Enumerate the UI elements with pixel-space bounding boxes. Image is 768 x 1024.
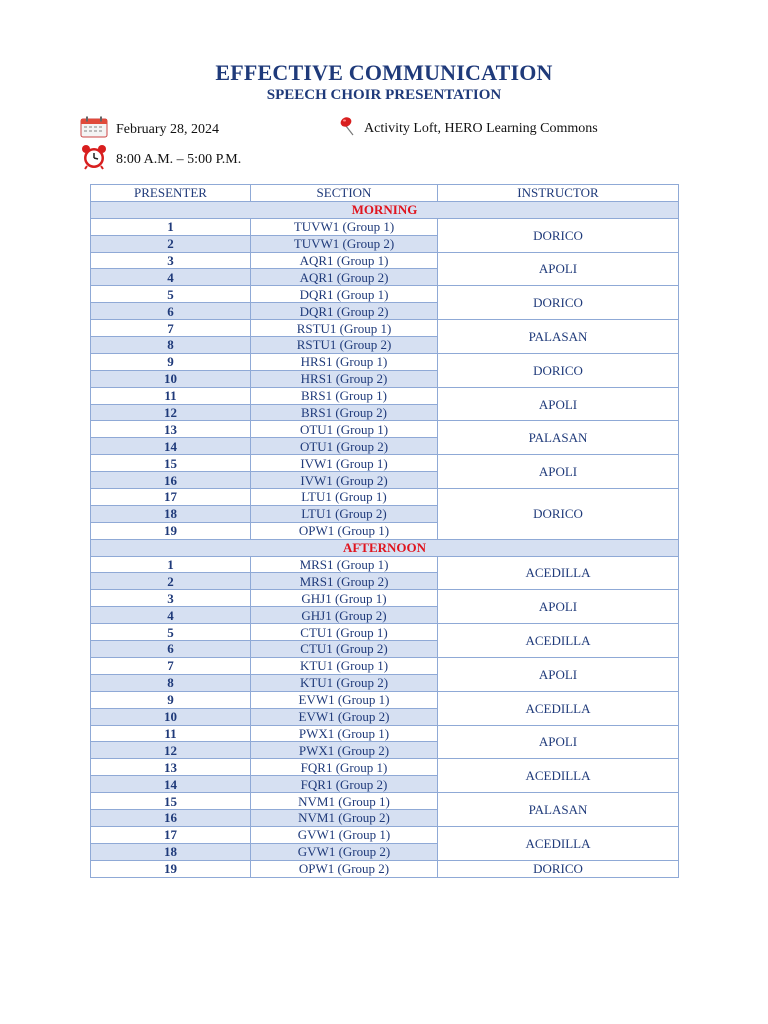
section-cell: BRS1 (Group 1)	[251, 387, 438, 404]
instructor-cell: APOLI	[438, 252, 679, 286]
table-row	[91, 320, 679, 337]
presenter-cell: 8	[91, 337, 251, 354]
page-subtitle: SPEECH CHOIR PRESENTATION	[266, 87, 502, 103]
section-cell: GVW1 (Group 2)	[251, 843, 438, 860]
section-cell: IVW1 (Group 2)	[251, 472, 438, 489]
presenter-cell: 12	[91, 404, 251, 421]
instructor-cell: DORICO	[438, 286, 679, 320]
section-cell: FQR1 (Group 1)	[251, 759, 438, 776]
event-venue-text: Activity Loft, HERO Learning Commons	[364, 120, 598, 136]
presenter-cell: 12	[91, 742, 251, 759]
session-label: AFTERNOON	[91, 539, 679, 556]
instructor-cell: APOLI	[438, 657, 679, 691]
schedule-table	[90, 184, 679, 878]
page-title: EFFECTIVE COMMUNICATION	[215, 60, 553, 85]
section-cell: KTU1 (Group 2)	[251, 674, 438, 691]
table-row	[91, 218, 679, 235]
section-cell: NVM1 (Group 2)	[251, 809, 438, 826]
section-cell: DQR1 (Group 1)	[251, 286, 438, 303]
instructor-cell: APOLI	[438, 590, 679, 624]
presenter-cell: 13	[91, 421, 251, 438]
event-time	[80, 144, 241, 175]
section-cell: GHJ1 (Group 2)	[251, 607, 438, 624]
table-row	[91, 556, 679, 573]
table-row	[91, 860, 679, 877]
event-date	[80, 116, 219, 143]
instructor-cell: PALASAN	[438, 421, 679, 455]
presenter-cell: 4	[91, 269, 251, 286]
table-header-row	[91, 185, 679, 202]
section-cell: IVW1 (Group 1)	[251, 455, 438, 472]
section-cell: LTU1 (Group 1)	[251, 489, 438, 506]
instructor-cell: DORICO	[438, 860, 679, 877]
table-row	[91, 387, 679, 404]
presenter-cell: 3	[91, 252, 251, 269]
table-row	[91, 353, 679, 370]
table-row	[91, 590, 679, 607]
table-row	[91, 455, 679, 472]
presenter-cell: 6	[91, 303, 251, 320]
presenter-cell: 16	[91, 809, 251, 826]
presenter-cell: 17	[91, 826, 251, 843]
schedule-body	[91, 201, 679, 877]
presenter-cell: 1	[91, 556, 251, 573]
presenter-cell: 2	[91, 235, 251, 252]
section-cell: OTU1 (Group 1)	[251, 421, 438, 438]
presenter-cell: 10	[91, 370, 251, 387]
presenter-cell: 4	[91, 607, 251, 624]
presenter-cell: 9	[91, 353, 251, 370]
table-row	[91, 624, 679, 641]
section-cell: HRS1 (Group 1)	[251, 353, 438, 370]
presenter-cell: 18	[91, 843, 251, 860]
table-row	[91, 759, 679, 776]
table-row	[91, 793, 679, 810]
section-cell: RSTU1 (Group 1)	[251, 320, 438, 337]
calendar-icon	[80, 116, 108, 143]
presenter-cell: 19	[91, 860, 251, 877]
presenter-cell: 16	[91, 472, 251, 489]
presenter-cell: 6	[91, 641, 251, 658]
presenter-cell: 7	[91, 320, 251, 337]
presenter-cell: 15	[91, 793, 251, 810]
presenter-cell: 5	[91, 286, 251, 303]
instructor-cell: DORICO	[438, 218, 679, 252]
column-header-section: SECTION	[251, 185, 438, 202]
section-cell: TUVW1 (Group 2)	[251, 235, 438, 252]
presenter-cell: 19	[91, 522, 251, 539]
instructor-cell: ACEDILLA	[438, 556, 679, 590]
presenter-cell: 1	[91, 218, 251, 235]
section-cell: CTU1 (Group 1)	[251, 624, 438, 641]
section-cell: EVW1 (Group 2)	[251, 708, 438, 725]
presenter-cell: 14	[91, 776, 251, 793]
section-cell: AQR1 (Group 2)	[251, 269, 438, 286]
section-cell: MRS1 (Group 2)	[251, 573, 438, 590]
presenter-cell: 14	[91, 438, 251, 455]
table-row	[91, 489, 679, 506]
presenter-cell: 9	[91, 691, 251, 708]
section-cell: OPW1 (Group 2)	[251, 860, 438, 877]
event-date-text: February 28, 2024	[116, 121, 220, 137]
instructor-cell: PALASAN	[438, 793, 679, 827]
section-cell: PWX1 (Group 2)	[251, 742, 438, 759]
instructor-cell: ACEDILLA	[438, 826, 679, 860]
presenter-cell: 10	[91, 708, 251, 725]
section-cell: BRS1 (Group 2)	[251, 404, 438, 421]
section-cell: LTU1 (Group 2)	[251, 505, 438, 522]
session-row	[91, 539, 679, 556]
section-cell: HRS1 (Group 2)	[251, 370, 438, 387]
presenter-cell: 11	[91, 387, 251, 404]
section-cell: PWX1 (Group 1)	[251, 725, 438, 742]
instructor-cell: ACEDILLA	[438, 691, 679, 725]
table-row	[91, 826, 679, 843]
presenter-cell: 3	[91, 590, 251, 607]
table-row	[91, 286, 679, 303]
instructor-cell: DORICO	[438, 353, 679, 387]
section-cell: GVW1 (Group 1)	[251, 826, 438, 843]
session-row	[91, 201, 679, 218]
presenter-cell: 18	[91, 505, 251, 522]
presenter-cell: 8	[91, 674, 251, 691]
instructor-cell: APOLI	[438, 455, 679, 489]
presenter-cell: 5	[91, 624, 251, 641]
alarm-clock-icon	[80, 144, 108, 175]
event-venue	[340, 116, 598, 141]
section-cell: RSTU1 (Group 2)	[251, 337, 438, 354]
instructor-cell: PALASAN	[438, 320, 679, 354]
column-header-instructor: INSTRUCTOR	[438, 185, 679, 202]
table-row	[91, 252, 679, 269]
event-time-text: 8:00 A.M. – 5:00 P.M.	[116, 151, 242, 167]
instructor-cell: ACEDILLA	[438, 624, 679, 658]
table-row	[91, 691, 679, 708]
section-cell: TUVW1 (Group 1)	[251, 218, 438, 235]
session-label: MORNING	[91, 201, 679, 218]
section-cell: DQR1 (Group 2)	[251, 303, 438, 320]
section-cell: FQR1 (Group 2)	[251, 776, 438, 793]
section-cell: CTU1 (Group 2)	[251, 641, 438, 658]
table-row	[91, 725, 679, 742]
section-cell: GHJ1 (Group 1)	[251, 590, 438, 607]
instructor-cell: ACEDILLA	[438, 759, 679, 793]
section-cell: NVM1 (Group 1)	[251, 793, 438, 810]
table-row	[91, 657, 679, 674]
table-row	[91, 421, 679, 438]
instructor-cell: APOLI	[438, 725, 679, 759]
section-cell: OPW1 (Group 1)	[251, 522, 438, 539]
instructor-cell: APOLI	[438, 387, 679, 421]
pushpin-icon	[340, 116, 356, 141]
section-cell: KTU1 (Group 1)	[251, 657, 438, 674]
section-cell: EVW1 (Group 1)	[251, 691, 438, 708]
presenter-cell: 7	[91, 657, 251, 674]
presenter-cell: 15	[91, 455, 251, 472]
presenter-cell: 17	[91, 489, 251, 506]
section-cell: OTU1 (Group 2)	[251, 438, 438, 455]
instructor-cell: DORICO	[438, 489, 679, 540]
presenter-cell: 2	[91, 573, 251, 590]
section-cell: MRS1 (Group 1)	[251, 556, 438, 573]
section-cell: AQR1 (Group 1)	[251, 252, 438, 269]
column-header-presenter: PRESENTER	[91, 185, 251, 202]
presenter-cell: 11	[91, 725, 251, 742]
presenter-cell: 13	[91, 759, 251, 776]
